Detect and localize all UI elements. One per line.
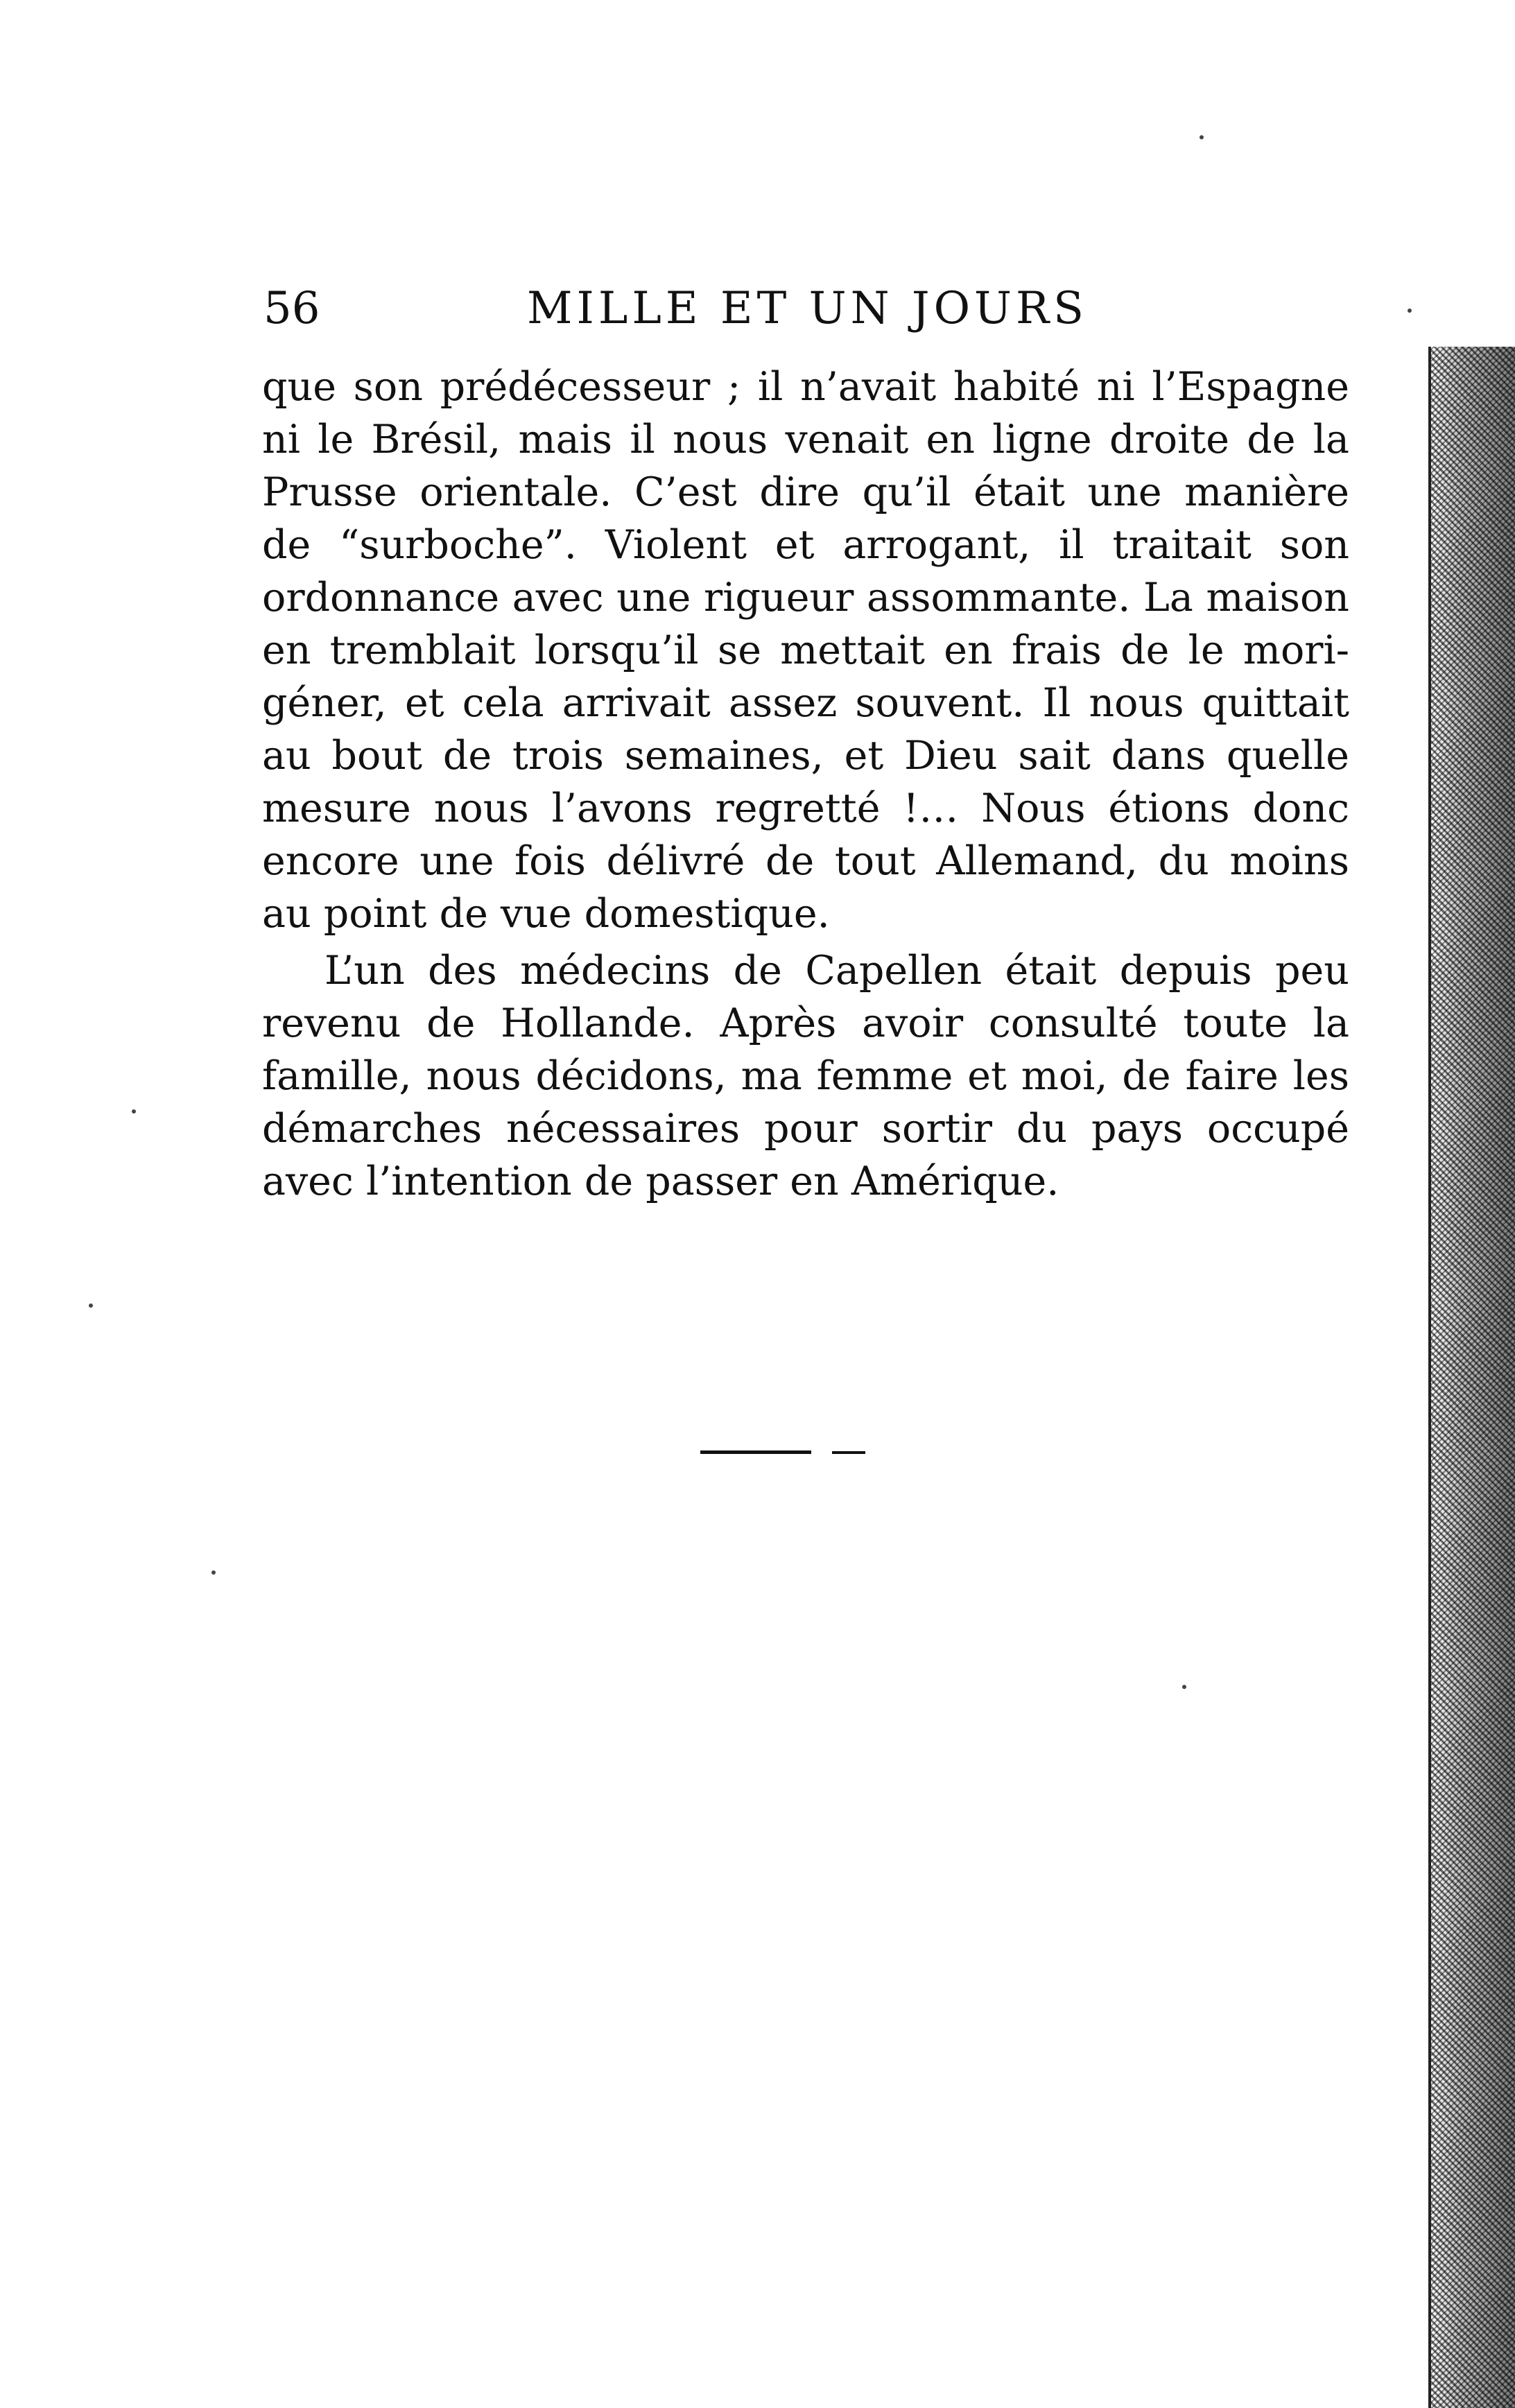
text-line: ordonnance avec une rigueur assommante. La maison (262, 575, 1349, 621)
paragraph-2 (262, 944, 1349, 1208)
running-head (263, 277, 1331, 340)
text-line: au point de vue domestique. (262, 891, 830, 937)
text-line: mesure nous l’avons regretté !… Nous étions donc (262, 786, 1349, 831)
print-speck (132, 1109, 136, 1114)
print-speck (1200, 135, 1204, 139)
text-line: démarches nécessaires pour sortir du pays occupé (262, 1106, 1349, 1152)
print-speck (1182, 1685, 1186, 1689)
text-line: L’un des médecins de Capellen était depuis peu (324, 948, 1349, 994)
text-line: géner, et cela arrivait assez souvent. Il nous quittait (262, 680, 1349, 726)
paragraph-1 (262, 361, 1349, 940)
page-number: 56 (263, 283, 320, 334)
running-title: MILLE ET UN JOURS (527, 283, 1088, 334)
print-speck (89, 1303, 93, 1308)
print-speck (1408, 309, 1412, 313)
text-line: en tremblait lorsqu’il se mettait en frais de le mori- (262, 627, 1349, 673)
text-line: au bout de trois semaines, et Dieu sait dans quelle (262, 733, 1349, 779)
text-line: de “surboche”. Violent et arrogant, il traitait son (262, 522, 1349, 568)
page-edge-scan-artifact (1428, 347, 1515, 2408)
rule-dash (700, 1450, 811, 1454)
text-line: revenu de Hollande. Après avoir consulté toute la (262, 1001, 1349, 1046)
section-end-rule (700, 1449, 867, 1456)
text-line: famille, nous décidons, ma femme et moi, de faire les (262, 1053, 1349, 1099)
text-line: ni le Brésil, mais il nous venait en ligne droite de la (262, 417, 1349, 462)
print-speck (211, 1570, 216, 1575)
text-line: que son prédécesseur ; il n’avait habité ni l’Espagne (262, 364, 1349, 410)
text-line: Prusse orientale. C’est dire qu’il était une manière (262, 469, 1349, 515)
rule-dash (832, 1451, 865, 1454)
text-line: avec l’intention de passer en Amérique. (262, 1159, 1059, 1204)
page-edge-line (1428, 347, 1431, 2408)
text-line: encore une fois délivré de tout Allemand, du moins (262, 838, 1349, 884)
body-text (262, 361, 1349, 1208)
